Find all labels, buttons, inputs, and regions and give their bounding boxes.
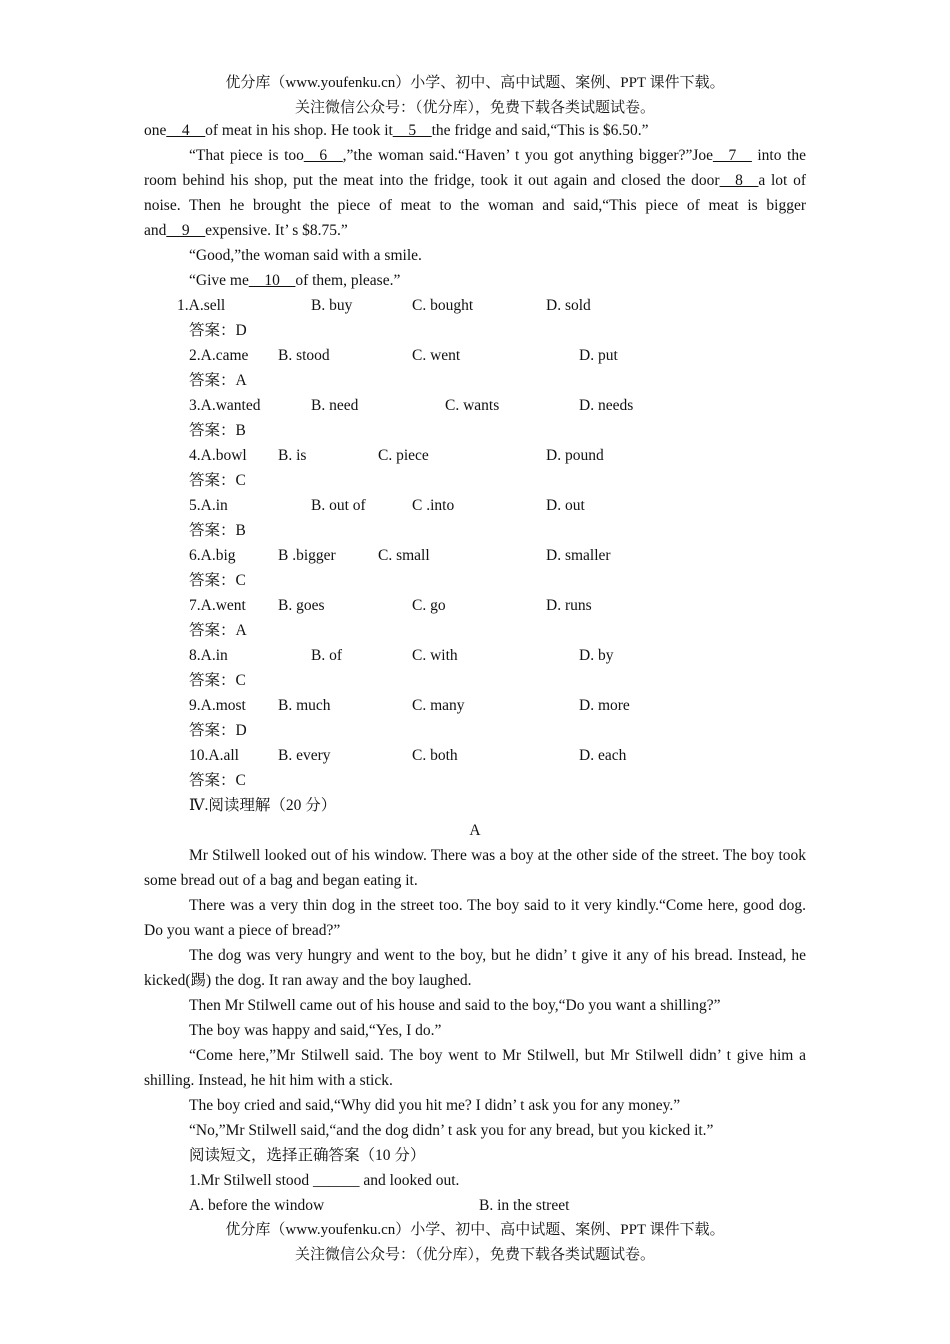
option-a: 10.A.all — [189, 747, 239, 764]
part-label: A — [469, 822, 481, 839]
passage-paragraph: “That piece is too__6__,”the woman said.“Haven’ t you got anything bigger?”Joe__7__ into the room behind his shop, put the meat into the fridge, took it out again and closed the door__8__a lot of noise. Then he brought the piece of meat to the woman and said,“This piece of meat is bigger and__9__expensive. It’ s $8.75.” — [144, 147, 806, 239]
option-b: B. out of — [311, 497, 366, 514]
option-a: 3.A.wanted — [189, 397, 261, 414]
question-options — [144, 743, 806, 768]
option-c: C. go — [412, 597, 446, 614]
blank-7: __7__ — [713, 147, 752, 164]
answer-line: 答案：D — [189, 722, 247, 739]
section-title: Ⅳ.阅读理解（20 分） — [189, 797, 337, 814]
option-c: C .into — [412, 497, 455, 514]
blank-4: __4__ — [166, 122, 206, 139]
option-c: C. wants — [445, 397, 500, 414]
answer-line: 答案：B — [189, 522, 246, 539]
passage-paragraph: “Good,”the woman said with a smile. — [189, 247, 422, 264]
option-a: 2.A.came — [189, 347, 249, 364]
option-b: B. in the street — [479, 1197, 570, 1214]
reading-question: 1.Mr Stilwell stood ______ and looked out. — [189, 1172, 460, 1189]
reading-instruction: 阅读短文，选择正确答案（10 分） — [189, 1147, 426, 1164]
reading-paragraph: The boy was happy and said,“Yes, I do.” — [189, 1022, 442, 1039]
page-header-line2: 关注微信公众号：（优分库），免费下载各类试题试卷。 — [294, 100, 655, 116]
blank-10: __10__ — [248, 272, 296, 289]
option-c: C. with — [412, 647, 458, 664]
option-c: C. bought — [412, 297, 474, 314]
answer-line: 答案：C — [189, 472, 246, 489]
reading-paragraph: The dog was very hungry and went to the boy, but he didn’ t give it any of his bread. Instead, he kicked(踢) the dog. It ran away and the boy laughed. — [144, 947, 806, 989]
answer-line: 答案：A — [189, 622, 247, 639]
option-a: 5.A.in — [189, 497, 228, 514]
document-body — [144, 118, 806, 1218]
option-d: D. needs — [579, 397, 634, 414]
answer-line: 答案：B — [189, 422, 246, 439]
passage-paragraph: “Give me__10__of them, please.” — [189, 272, 401, 289]
question-options — [144, 643, 806, 668]
option-b: B. every — [278, 747, 331, 764]
question-options — [144, 543, 806, 568]
answer-line: 答案：C — [189, 572, 246, 589]
option-b: B. much — [278, 697, 331, 714]
option-d: D. runs — [546, 597, 592, 614]
question-options — [144, 343, 806, 368]
option-d: D. sold — [546, 297, 591, 314]
blank-5: __5__ — [392, 122, 432, 139]
question-options — [144, 293, 806, 318]
reading-question-options — [144, 1193, 806, 1218]
page-footer-line1: 优分库（www.youfenku.cn）小学、初中、高中试题、案例、PPT 课件下载。 — [225, 1222, 725, 1238]
reading-paragraph: “No,”Mr Stilwell said,“and the dog didn’ t ask you for any bread, but you kicked it.” — [189, 1122, 714, 1139]
question-options — [144, 493, 806, 518]
option-d: D. each — [579, 747, 627, 764]
option-d: D. put — [579, 347, 618, 364]
option-a: 8.A.in — [189, 647, 228, 664]
answer-line: 答案：C — [189, 672, 246, 689]
option-b: B. of — [311, 647, 342, 664]
option-c: C. both — [412, 747, 458, 764]
reading-paragraph: There was a very thin dog in the street too. The boy said to it very kindly.“Come here, good dog. Do you want a piece of bread?” — [144, 897, 806, 939]
option-b: B. stood — [278, 347, 330, 364]
option-d: D. by — [579, 647, 614, 664]
reading-paragraph: Then Mr Stilwell came out of his house and said to the boy,“Do you want a shilling?” — [189, 997, 721, 1014]
answer-line: 答案：C — [189, 772, 246, 789]
option-c: C. went — [412, 347, 461, 364]
option-c: C. piece — [378, 447, 429, 464]
question-options — [144, 693, 806, 718]
blank-8: __8__ — [719, 172, 759, 189]
option-b: B. goes — [278, 597, 325, 614]
reading-paragraph: Mr Stilwell looked out of his window. There was a boy at the other side of the street. The boy took some bread out of a bag and began eating it. — [144, 847, 806, 889]
option-a: 9.A.most — [189, 697, 246, 714]
option-b: B. need — [311, 397, 359, 414]
option-d: D. smaller — [546, 547, 611, 564]
option-b: B. buy — [311, 297, 353, 314]
option-c: C. many — [412, 697, 465, 714]
option-a: 1.A.sell — [177, 297, 226, 314]
blank-9: __9__ — [166, 222, 206, 239]
question-options — [144, 393, 806, 418]
option-b: B. is — [278, 447, 307, 464]
question-options — [144, 443, 806, 468]
page-footer-line2: 关注微信公众号：（优分库），免费下载各类试题试卷。 — [294, 1247, 655, 1263]
option-a: A. before the window — [189, 1197, 325, 1214]
answer-line: 答案：A — [189, 372, 247, 389]
answer-line: 答案：D — [189, 322, 247, 339]
option-a: 4.A.bowl — [189, 447, 247, 464]
option-a: 6.A.big — [189, 547, 236, 564]
passage-paragraph: one__4__of meat in his shop. He took it__5__the fridge and said,“This is $6.50.” — [144, 122, 649, 139]
reading-paragraph: The boy cried and said,“Why did you hit me? I didn’ t ask you for any money.” — [189, 1097, 681, 1114]
option-d: D. out — [546, 497, 585, 514]
option-c: C. small — [378, 547, 430, 564]
question-options — [144, 593, 806, 618]
reading-paragraph: “Come here,”Mr Stilwell said. The boy went to Mr Stilwell, but Mr Stilwell didn’ t give him a shilling. Instead, he hit him with a stick. — [144, 1047, 806, 1089]
option-d: D. pound — [546, 447, 604, 464]
page-header-line1: 优分库（www.youfenku.cn）小学、初中、高中试题、案例、PPT 课件下载。 — [225, 75, 725, 91]
option-d: D. more — [579, 697, 630, 714]
option-a: 7.A.went — [189, 597, 246, 614]
blank-6: __6__ — [303, 147, 343, 164]
option-b: B .bigger — [278, 547, 336, 564]
